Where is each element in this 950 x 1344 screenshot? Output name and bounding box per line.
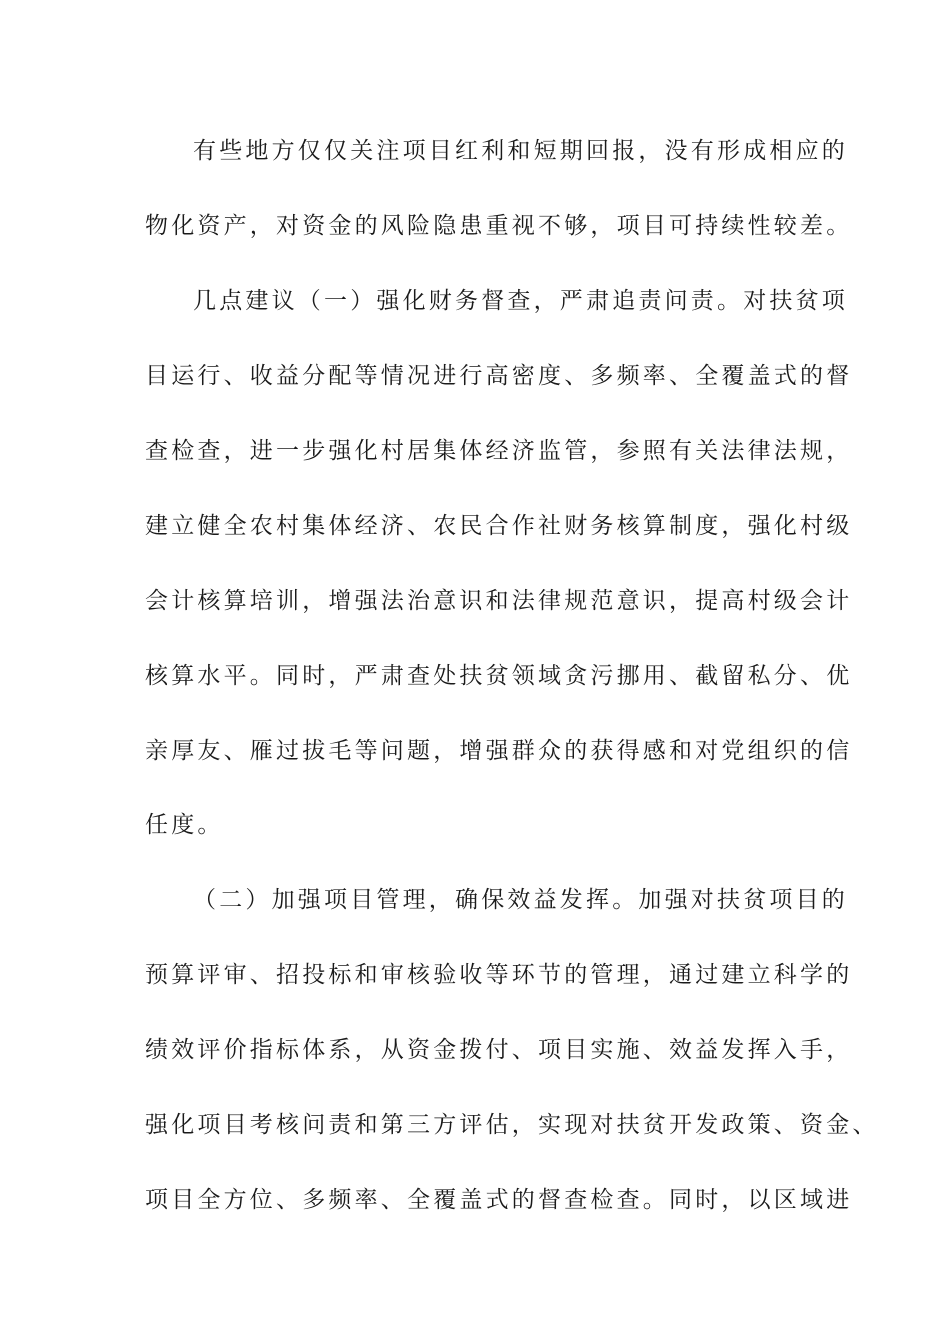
text-line: 项目全方位、多频率、全覆盖式的督查检查。同时，以区域进 <box>145 1187 853 1213</box>
text-line: （二）加强项目管理，确保效益发挥。加强对扶贫项目的 <box>193 887 848 913</box>
text-line: 有些地方仅仅关注项目红利和短期回报，没有形成相应的 <box>193 138 848 164</box>
text-line: 绩效评价指标体系，从资金拨付、项目实施、效益发挥入手， <box>145 1037 853 1063</box>
text-line: 任度。 <box>145 812 224 838</box>
text-line: 几点建议（一）强化财务督查，严肃追责问责。对扶贫项 <box>193 288 848 314</box>
text-line: 亲厚友、雁过拔毛等问题，增强群众的获得感和对党组织的信 <box>145 738 853 764</box>
text-line: 预算评审、招投标和审核验收等环节的管理，通过建立科学的 <box>145 962 853 988</box>
text-line: 查检查，进一步强化村居集体经济监管，参照有关法律法规， <box>145 438 853 464</box>
text-line: 核算水平。同时，严肃查处扶贫领域贪污挪用、截留私分、优 <box>145 663 853 689</box>
text-line: 会计核算培训，增强法治意识和法律规范意识，提高村级会计 <box>145 588 853 614</box>
text-line: 物化资产，对资金的风险隐患重视不够，项目可持续性较差。 <box>145 213 853 239</box>
text-line: 目运行、收益分配等情况进行高密度、多频率、全覆盖式的督 <box>145 363 853 389</box>
text-line: 强化项目考核问责和第三方评估，实现对扶贫开发政策、资金、 <box>145 1112 879 1138</box>
text-line: 建立健全农村集体经济、农民合作社财务核算制度，强化村级 <box>145 513 853 539</box>
